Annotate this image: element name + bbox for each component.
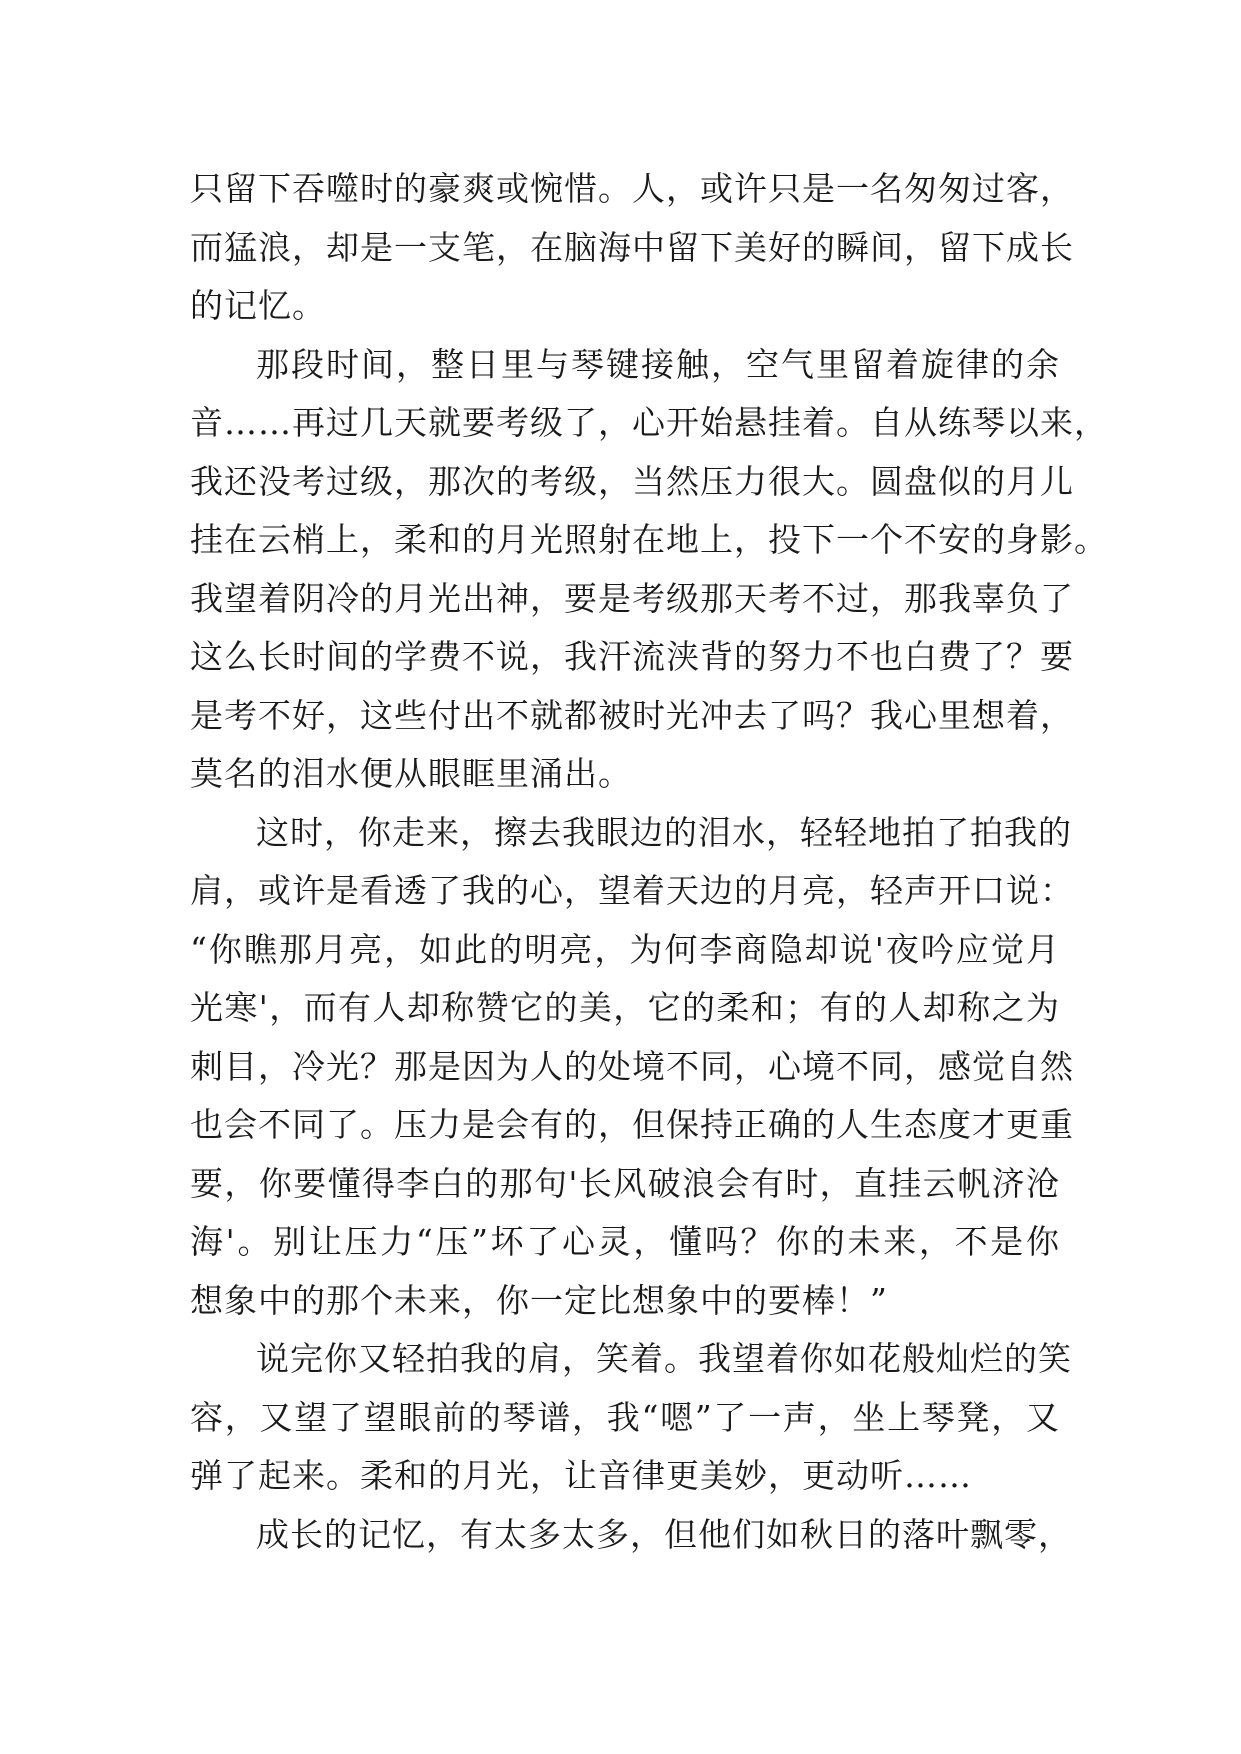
paragraph-first-line: 说完你又轻拍我的肩，笑着。我望着你如花般灿烂的笑 — [256, 1339, 1072, 1378]
text-line: 而猛浪，却是一支笔，在脑海中留下美好的瞬间，留下成长 — [190, 227, 1074, 267]
text-line: 莫名的泪水便从眼眶里涌出。 — [190, 754, 632, 793]
paragraph-first-line: 那段时间，整日里与琴键接触，空气里留着旋律的余 — [256, 344, 1060, 384]
text-line: 我还没考过级，那次的考级，当然压力很大。圆盘似的月儿 — [190, 461, 1074, 501]
text-line: 刺目，冷光？那是因为人的处境不同，心境不同，感觉自然 — [190, 1046, 1074, 1086]
text-line: 想象中的那个未来，你一定比想象中的要棒！” — [190, 1280, 888, 1320]
paragraph-first-line: 成长的记忆，有太多太多，但他们如秋日的落叶飘零， — [256, 1514, 1072, 1554]
text-line: 的记忆。 — [190, 286, 326, 325]
text-line: 是考不好，这些付出不就都被时光冲去了吗？我心里想着， — [190, 695, 1074, 735]
text-line: 光寒'，而有人却称赞它的美，它的柔和；有的人却称之为 — [190, 988, 1060, 1027]
text-line: 容，又望了望眼前的琴谱，我“嗯”了一声，坐上琴凳，又 — [190, 1397, 1060, 1437]
paragraph-first-line: 这时，你走来，擦去我眼边的泪水，轻轻地拍了拍我的 — [256, 812, 1072, 852]
text-line: 海'。别让压力“压”坏了心灵，懂吗？你的未来，不是你 — [190, 1222, 1060, 1261]
text-line: 要，你要懂得李白的那句'长风破浪会有时，直挂云帆济沧 — [190, 1163, 1060, 1203]
body-text — [190, 160, 1108, 1564]
text-line: 只留下吞噬时的豪爽或惋惜。人，或许只是一名匆匆过客， — [190, 169, 1074, 208]
text-line: 弹了起来。柔和的月光，让音律更美妙，更动听…… — [190, 1456, 972, 1495]
text-line: “你瞧那月亮，如此的明亮，为何李商隐却说'夜吟应觉月 — [190, 929, 1060, 969]
text-line: 肩，或许是看透了我的心，望着天边的月亮，轻声开口说： — [190, 871, 1074, 910]
text-line: 音……再过几天就要考级了，心开始悬挂着。自从练琴以来， — [190, 403, 1108, 442]
text-line: 挂在云梢上，柔和的月光照射在地上，投下一个不安的身影。 — [190, 520, 1108, 559]
text-line: 我望着阴冷的月光出神，要是考级那天考不过，那我辜负了 — [190, 578, 1074, 618]
text-line: 这么长时间的学费不说，我汗流浃背的努力不也白费了？要 — [190, 637, 1074, 676]
text-line: 也会不同了。压力是会有的，但保持正确的人生态度才更重 — [190, 1105, 1074, 1144]
